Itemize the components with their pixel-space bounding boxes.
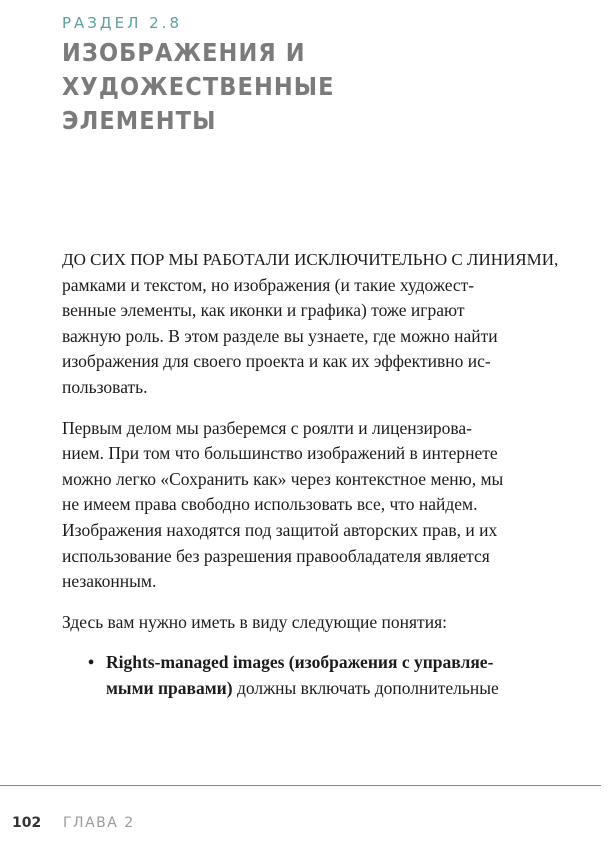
text-line [106, 650, 582, 676]
paragraph-licensing [62, 416, 582, 595]
text-line: незаконным. [62, 571, 157, 592]
text-line: использование без разрешения правообладателя является [62, 545, 490, 566]
text-line: можно легко «Сохранить как» через контекстное меню, мы [62, 468, 504, 489]
text-line: Здесь вам нужно иметь в виду следующие понятия: [62, 611, 447, 632]
chapter-title-line: ЭЛЕМЕНТЫ [62, 106, 217, 135]
text-line: Первым делом мы разберемся с роялти и лицензирова- [62, 417, 472, 438]
text-line: не имеем права свободно использовать все, что найдем. [62, 494, 478, 515]
body-text [62, 247, 582, 702]
text-line: рамками и текстом, но изображения (и такие художест- [62, 274, 475, 295]
text-run: должны включать дополнительные [232, 677, 499, 698]
paragraph-intro [62, 247, 582, 401]
page-number: 102 [12, 815, 42, 831]
bullet-marker: • [88, 652, 95, 673]
section-label: РАЗДЕЛ 2.8 [62, 14, 183, 32]
text-line: венные элементы, как иконки и графика) тоже играют [62, 300, 465, 321]
footer-divider [0, 785, 601, 786]
text-line: нием. При том что большинство изображений в интернете [62, 443, 498, 464]
paragraph-concepts [62, 610, 582, 636]
text-line: Изображения находятся под защитой авторских прав, и их [62, 519, 498, 540]
text-line: изображения для своего проекта и как их эффективно ис- [62, 351, 491, 372]
chapter-title-line: ИЗОБРАЖЕНИЯ И ХУДОЖЕСТВЕННЫЕ [62, 38, 335, 101]
chapter-label: ГЛАВА 2 [63, 815, 135, 831]
bullet-item [88, 650, 582, 701]
bold-term: Rights-managed images (изображения с управляе- [106, 652, 494, 673]
text-line [106, 676, 582, 702]
bold-term: мыми правами) [106, 677, 233, 698]
text-line: важную роль. В этом разделе вы узнаете, где можно найти [62, 325, 498, 346]
text-line: ДО СИХ ПОР МЫ РАБОТАЛИ ИСКЛЮЧИТЕЛЬНО С ЛИНИЯМИ, [62, 250, 559, 269]
text-line: пользовать. [62, 376, 148, 397]
chapter-title [62, 36, 530, 138]
